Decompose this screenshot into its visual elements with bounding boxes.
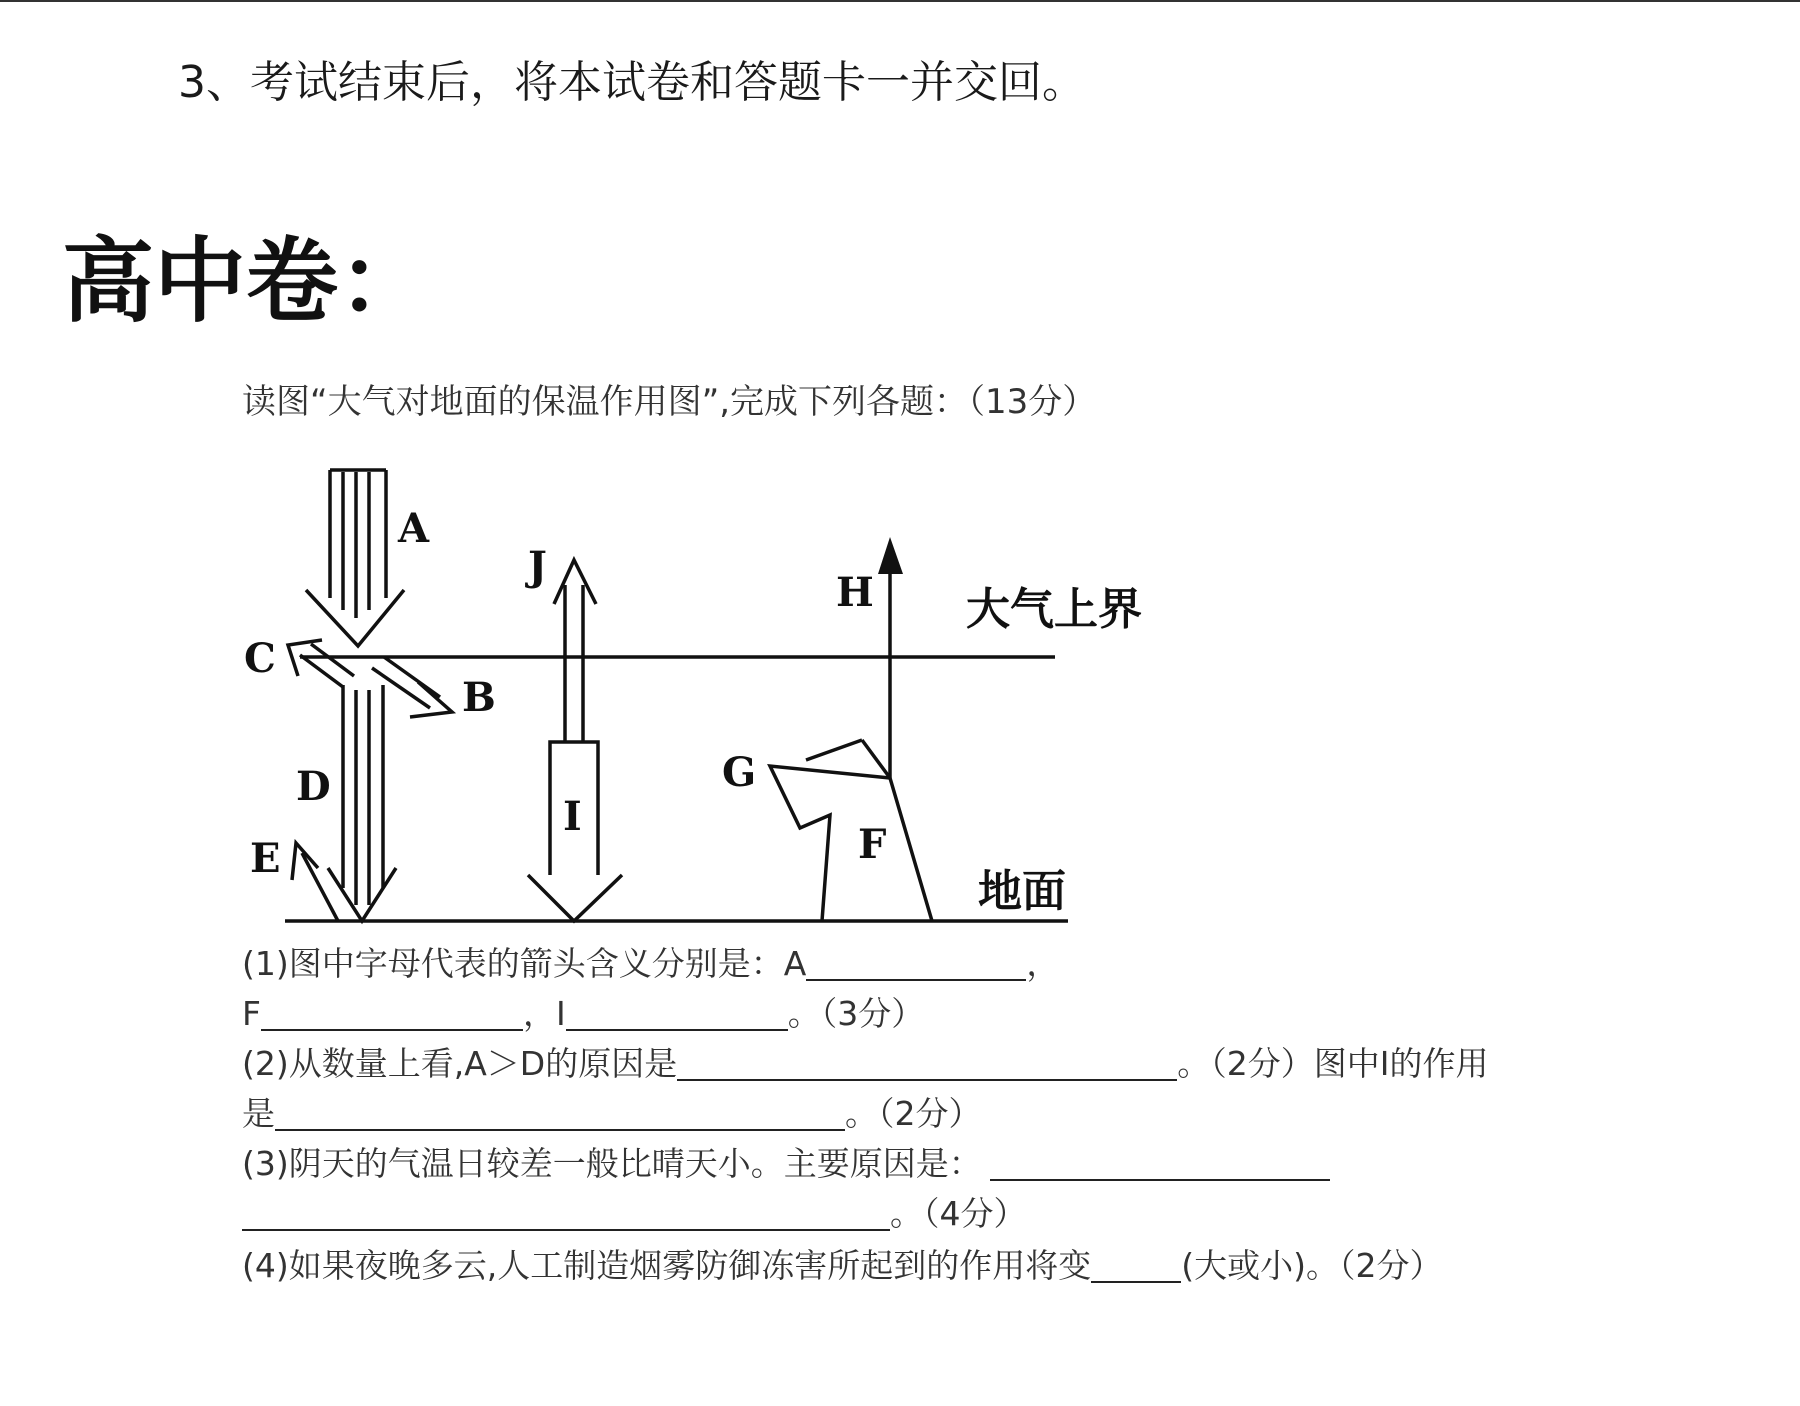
label-a: A — [398, 505, 430, 552]
label-c: C — [244, 635, 276, 682]
upper-boundary-label: 大气上界 — [966, 584, 1142, 635]
q1-f-label: F — [242, 994, 261, 1033]
question-2-line-1 — [242, 1038, 1488, 1085]
question-3-line-2 — [242, 1188, 1027, 1235]
answer-blank-q4[interactable] — [1091, 1251, 1181, 1283]
q3-end: 。（4分） — [890, 1194, 1027, 1233]
q4-suffix: (大或小)。（2分） — [1181, 1246, 1443, 1285]
answer-blank-q2-role[interactable] — [275, 1099, 845, 1131]
question-1-line-1 — [242, 938, 1059, 985]
answer-blank-q2-reason[interactable] — [677, 1049, 1177, 1081]
arrow-h-head — [878, 537, 903, 574]
question-3-line-1 — [242, 1138, 1330, 1185]
arrow-f-g — [770, 740, 932, 921]
question-4-line — [242, 1240, 1442, 1287]
ground-label: 地面 — [978, 866, 1066, 917]
label-g: G — [722, 749, 757, 796]
answer-blank-a[interactable] — [806, 949, 1026, 981]
answer-blank-i[interactable] — [566, 999, 788, 1031]
label-e: E — [250, 835, 281, 882]
answer-blank-q3-a[interactable] — [990, 1149, 1330, 1181]
question-intro: 读图“大气对地面的保温作用图”,完成下列各题：（13分） — [242, 382, 1097, 422]
label-h: H — [836, 569, 874, 616]
q2-prefix: (2)从数量上看,A＞D的原因是 — [242, 1044, 678, 1083]
q3-prefix: (3)阴天的气温日较差一般比晴天小。主要原因是： — [242, 1144, 982, 1183]
question-1-line-2 — [242, 988, 924, 1035]
q1-comma: ， — [1026, 944, 1060, 983]
arrow-j — [554, 560, 596, 742]
q1-i-label: ，I — [522, 994, 566, 1033]
q2-end: 。（2分） — [845, 1094, 982, 1133]
q2-mid: 。（2分）图中I的作用 — [1177, 1044, 1489, 1083]
q1-end: 。（3分） — [787, 994, 925, 1033]
answer-blank-f[interactable] — [261, 999, 523, 1031]
label-j: J — [528, 543, 547, 590]
q2-line2-prefix: 是 — [242, 1094, 275, 1133]
section-title: 高中卷： — [62, 228, 431, 335]
arrow-c — [288, 640, 354, 687]
arrow-d — [328, 685, 396, 921]
arrow-e — [292, 843, 338, 921]
q4-prefix: (4)如果夜晚多云,人工制造烟雾防御冻害所起到的作用将变 — [242, 1246, 1092, 1285]
q1-prefix: (1)图中字母代表的箭头含义分别是：A — [242, 944, 807, 983]
answer-blank-q3-b[interactable] — [242, 1199, 890, 1231]
question-2-line-2 — [242, 1088, 982, 1135]
label-b: B — [462, 674, 496, 721]
exam-instruction: 3、考试结束后，将本试卷和答题卡一并交回。 — [178, 57, 1086, 108]
label-f: F — [858, 821, 887, 868]
label-d: D — [296, 763, 331, 810]
arrow-a — [306, 470, 404, 646]
label-i: I — [563, 793, 582, 840]
